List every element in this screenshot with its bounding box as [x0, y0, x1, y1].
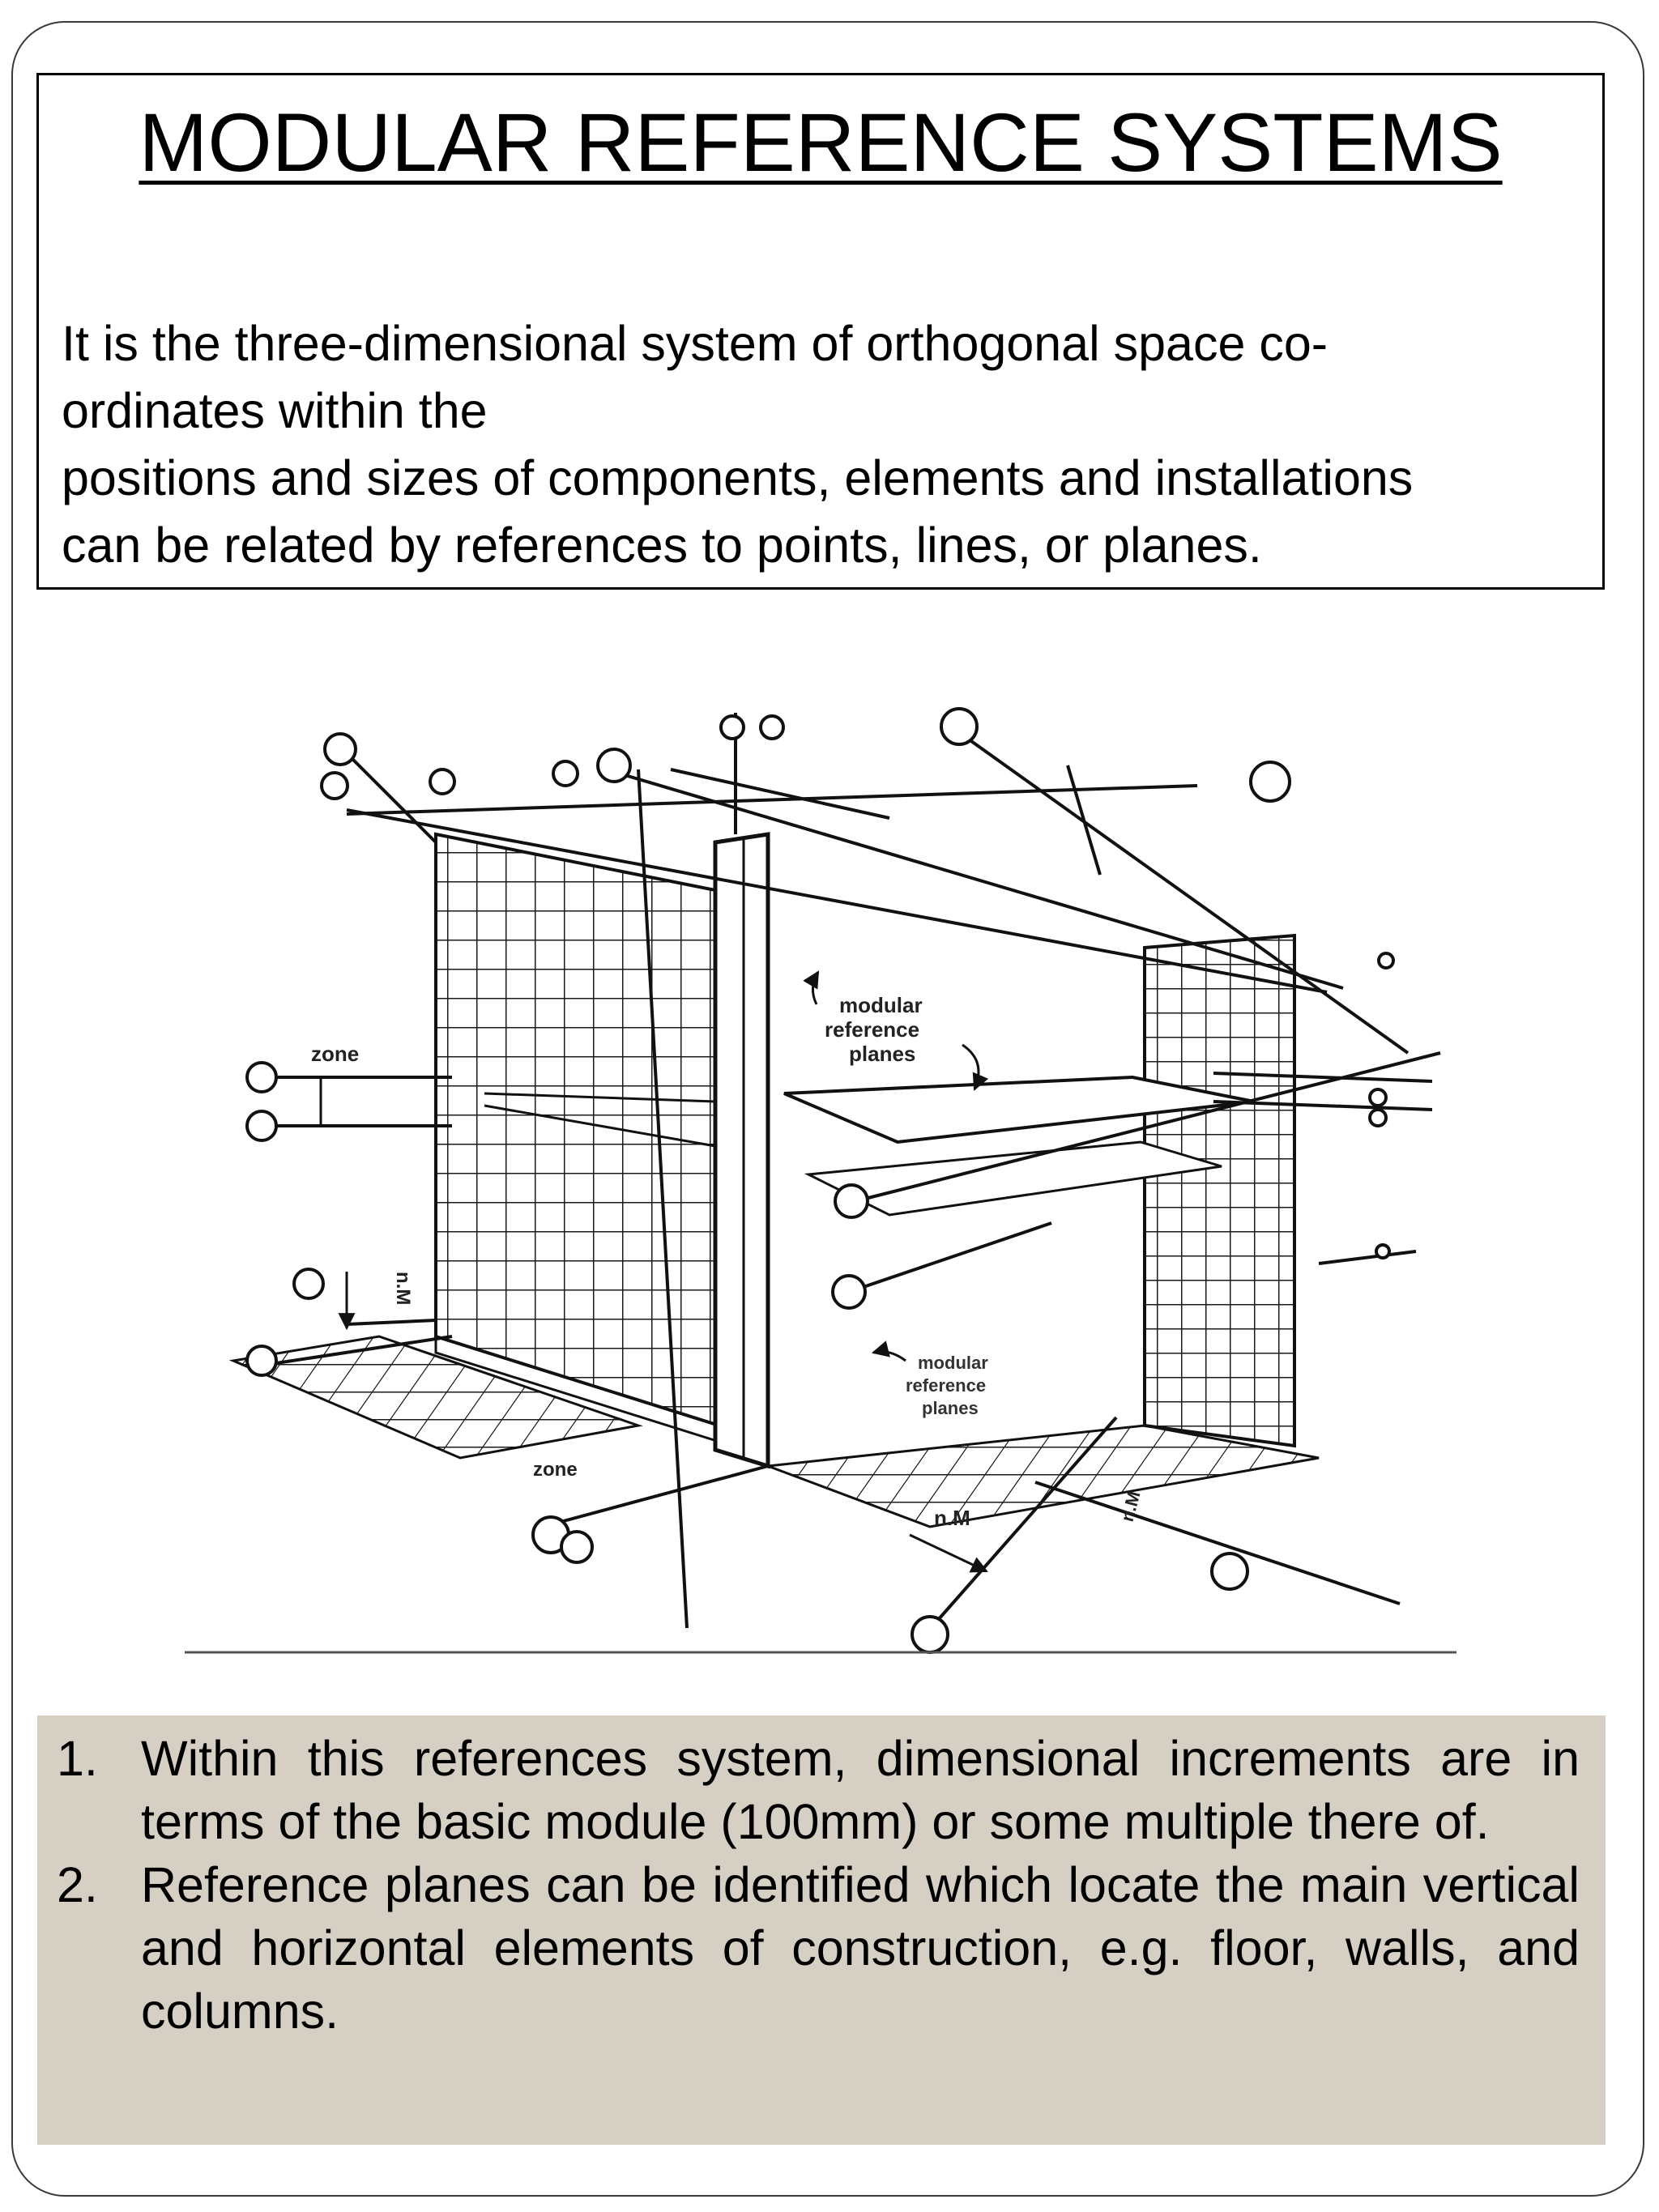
modular-reference-diagram — [185, 648, 1456, 1656]
label-planes-upper: planes — [849, 1042, 916, 1066]
central-column — [715, 834, 768, 1466]
label-zone-lower: zone — [533, 1459, 578, 1481]
list-item-text: Within this references system, dimensional increments are in terms of the basic module (100mm) or some multiple there of. — [141, 1731, 1580, 1849]
list-item-number: 2. — [57, 1857, 98, 1912]
list-item-text: Reference planes can be identified which locate the main vertical and horizontal elements of construction, e.g. floor, walls, and columns. — [141, 1857, 1580, 2039]
label-zone-upper: zone — [311, 1042, 360, 1066]
left-wall-grid — [436, 834, 719, 1442]
label-nm-bottom: n.M — [934, 1506, 970, 1530]
page-title: MODULAR REFERENCE SYSTEMS — [139, 96, 1503, 189]
list-item — [57, 1853, 1580, 2043]
right-floor-grid — [768, 1426, 1319, 1527]
intro-box — [36, 73, 1605, 590]
label-nm-left: n.M — [392, 1272, 414, 1306]
definition-line: ordinates within the — [62, 383, 488, 438]
definition-text — [62, 310, 1588, 579]
label-nm-right: n.M — [1116, 1489, 1145, 1524]
notes-list — [57, 1727, 1580, 2043]
label-reference-lower: reference — [906, 1375, 987, 1396]
label-modular-lower: modular — [918, 1353, 988, 1373]
right-wall-grid — [1145, 936, 1294, 1446]
definition-line: can be related by references to points, lines, or planes. — [62, 518, 1262, 573]
definition-line: It is the three-dimensional system of orthogonal space co- — [62, 316, 1328, 371]
label-modular-upper: modular — [839, 993, 923, 1017]
list-item-number: 1. — [57, 1731, 98, 1786]
label-planes-lower: planes — [922, 1398, 979, 1418]
notes-box — [37, 1715, 1606, 2145]
label-reference-upper: reference — [825, 1017, 920, 1042]
definition-line: positions and sizes of components, elements and installations — [62, 450, 1414, 505]
list-item — [57, 1727, 1580, 1853]
